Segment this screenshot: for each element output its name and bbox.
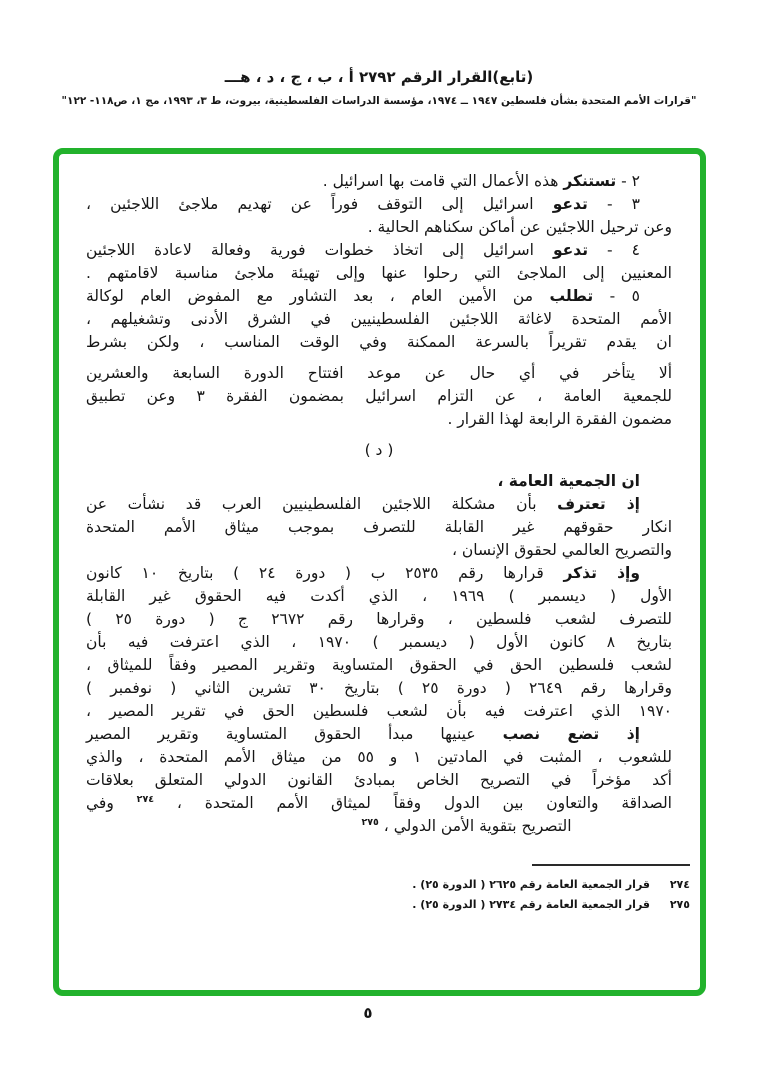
text-segment: والتصريح العالمي لحقوق الإنسان ، — [451, 541, 672, 559]
text-line — [86, 262, 672, 285]
text-segment: وعن ترحيل اللاجئين عن أماكن سكناهم الحالية . — [367, 218, 672, 236]
footnote-block — [86, 864, 690, 918]
text-segment: انكار حقوقهم غير القابلة للتصرف بموجب ميثاق الأمم المتحدة — [86, 518, 672, 536]
text-segment: الأول ( ديسمبر ) ١٩٦٩ ، الذي أكدت فيه الحقوق غير القابلة — [86, 587, 672, 605]
text-line — [86, 815, 672, 838]
text-line — [86, 331, 672, 354]
text-line — [86, 516, 672, 539]
text-line — [86, 746, 672, 769]
text-line — [86, 608, 672, 631]
text-segment: مضمون الفقرة الرابعة لهذا القرار . — [447, 410, 672, 428]
text-line — [86, 170, 672, 193]
text-line — [86, 439, 672, 462]
text-segment: المعنيين إلى الملاجئ التي رحلوا عنها وإلى تهيئة ملاجئ مناسبة لاقامتهم . — [86, 264, 672, 282]
text-line — [86, 585, 672, 608]
text-segment: الأمم المتحدة لاغاثة اللاجئين الفلسطينيين في الشرق الأدنى وتشغيلهم ، — [86, 310, 672, 328]
text-line — [86, 385, 672, 408]
text-segment: التصريح بتقوية الأمن الدولي ، — [378, 817, 572, 835]
text-line — [86, 700, 672, 723]
page-number: ٥ — [363, 1004, 373, 1022]
text-segment: للتصرف لشعب فلسطين ، وقرارها رقم ٢٦٧٢ ج ( دورة ٢٥ ) — [86, 610, 672, 628]
text-line — [86, 239, 672, 262]
footnote-text: قرار الجمعية العامة رقم ٢٦٢٥ ( الدورة ٢٥) . — [412, 878, 650, 891]
text-line — [86, 216, 672, 239]
text-segment: إذ تعترف — [557, 495, 640, 513]
text-segment: تدعو — [552, 195, 588, 213]
text-segment: ٣ - — [587, 195, 640, 213]
text-segment: تطلب — [549, 287, 594, 305]
document-body — [86, 170, 672, 838]
footnote-reference: ٢٧٥ — [361, 816, 379, 828]
text-segment: اسرائيل إلى اتخاذ خطوات فورية وفعالة لاعادة اللاجئين — [86, 241, 553, 259]
footnote-text: قرار الجمعية العامة رقم ٢٧٣٤ ( الدورة ٢٥) . — [412, 898, 650, 911]
text-segment: الصداقة والتعاون بين الدول وفقاً لميثاق الأمم المتحدة ، — [154, 794, 672, 812]
text-line — [86, 470, 672, 493]
text-segment: للشعوب ، المثبت في المادتين ١ و ٥٥ من ميثاق الأمم المتحدة ، والذي — [86, 748, 672, 766]
footnote-number: ٢٧٤ — [669, 878, 690, 891]
text-segment: وإذ تذكر — [563, 564, 640, 582]
page-header — [0, 68, 758, 107]
text-segment: بتاريخ ٨ كانون الأول ( ديسمبر ) ١٩٧٠ ، الذي اعترفت فيه بأن — [86, 633, 673, 651]
document-subtitle: "قرارات الأمم المتحدة بشأن فلسطين ١٩٤٧ ــ ١٩٧٤، مؤسسة الدراسات الفلسطينية، بيروت، ط ٣، ١٩٩٣، مج ١، ص١١٨- ١٢٢" — [61, 95, 697, 107]
text-segment: قرارها رقم ٢٥٣٥ ب ( دورة ٢٤ ) بتاريخ ١٠ كانون — [86, 564, 564, 582]
text-segment: لشعب فلسطين الحق في الحقوق المتساوية وتقرير المصير وفقاً للميثاق ، — [86, 656, 672, 674]
text-line — [86, 408, 672, 431]
footnote-reference: ٢٧٤ — [136, 793, 155, 805]
text-segment: ( د ) — [364, 441, 394, 459]
footnote-divider — [532, 864, 690, 866]
text-line — [86, 308, 672, 331]
text-segment: اسرائيل إلى التوقف فوراً عن تهديم ملاجئ اللاجئين ، — [86, 195, 553, 213]
text-segment: ٢ - — [616, 172, 640, 190]
text-segment: وقرارها رقم ٢٦٤٩ ( دورة ٢٥ ) بتاريخ ٣٠ تشرين الثاني ( نوفمبر ) — [86, 679, 672, 697]
footnote-row — [86, 898, 690, 911]
text-segment: للجمعية العامة ، عن التزام اسرائيل بمضمون الفقرة ٣ وعن تطبيق — [86, 387, 673, 405]
text-segment: هذه الأعمال التي قامت بها اسرائيل . — [322, 172, 564, 190]
text-line — [86, 792, 672, 815]
text-line — [86, 362, 672, 385]
text-line — [86, 631, 672, 654]
text-segment: ٤ - — [588, 241, 640, 259]
document-title: (تابع)القرار الرقم ٢٧٩٢ أ ، ب ، ج ، د ، هـــ — [224, 68, 534, 86]
footnote-row — [86, 878, 690, 891]
text-line — [86, 562, 672, 585]
text-segment: ٥ - — [593, 287, 640, 305]
text-segment: ان الجمعية العامة ، — [497, 472, 640, 490]
text-segment: تدعو — [552, 241, 589, 259]
text-line — [86, 654, 672, 677]
text-line — [86, 723, 672, 746]
text-segment: ١٩٧٠ الذي اعترفت فيه بأن لشعب فلسطين الحق في تقرير المصير ، — [86, 702, 672, 720]
text-line — [86, 493, 672, 516]
text-segment: ألا يتأخر في أي حال عن موعد افتتاح الدورة السابعة والعشرين — [86, 364, 672, 382]
footnote-number: ٢٧٥ — [669, 898, 690, 911]
text-segment: إذ تضع نصب — [502, 725, 640, 743]
green-frame — [53, 148, 706, 996]
text-line — [86, 677, 672, 700]
text-segment: عينيها مبدأ الحقوق المتساوية وتقرير المصير — [86, 725, 503, 743]
text-segment: وفي — [86, 794, 137, 812]
text-segment: ان يقدم تقريراً بالسرعة الممكنة وفي الوقت المناسب ، ولكن بشرط — [86, 333, 672, 351]
text-line — [86, 285, 672, 308]
text-segment: تستنكر — [563, 172, 617, 190]
text-line — [86, 539, 672, 562]
text-line — [86, 193, 672, 216]
text-segment: بأن مشكلة اللاجئين الفلسطينيين العرب قد نشأت عن — [86, 495, 558, 513]
text-segment: من الأمين العام ، بعد التشاور مع المفوض العام لوكالة — [86, 287, 550, 305]
text-line — [86, 769, 672, 792]
text-segment: أكد مؤخراً في التصريح الخاص بمبادئ القانون الدولي المتعلق بعلاقات — [86, 771, 672, 789]
